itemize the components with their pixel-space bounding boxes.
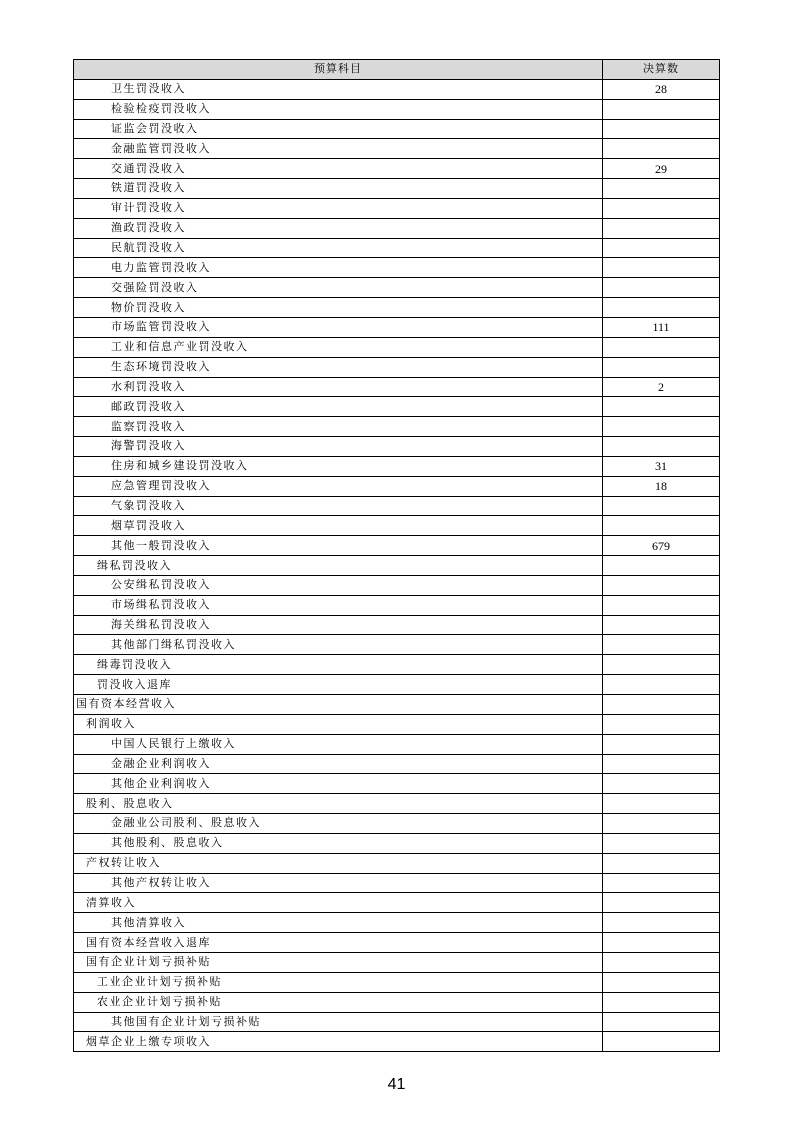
row-amount-value xyxy=(603,496,720,516)
row-subject-label: 其他部门缉私罚没收入 xyxy=(74,635,603,655)
row-amount-value xyxy=(603,516,720,536)
row-subject-label: 烟草罚没收入 xyxy=(74,516,603,536)
row-amount-value xyxy=(603,575,720,595)
row-subject-label: 工业和信息产业罚没收入 xyxy=(74,337,603,357)
table-row xyxy=(74,794,720,814)
row-amount-value: 679 xyxy=(603,536,720,556)
row-amount-value xyxy=(603,655,720,675)
row-amount-value xyxy=(603,298,720,318)
table-row xyxy=(74,79,720,99)
row-subject-label: 交强险罚没收入 xyxy=(74,278,603,298)
table-row xyxy=(74,695,720,715)
row-subject-label: 金融业公司股利、股息收入 xyxy=(74,814,603,834)
table-row xyxy=(74,298,720,318)
table-row xyxy=(74,714,720,734)
table-row xyxy=(74,536,720,556)
table-row xyxy=(74,575,720,595)
row-subject-label: 其他清算收入 xyxy=(74,913,603,933)
table-header-row xyxy=(74,60,720,80)
table-row xyxy=(74,437,720,457)
row-amount-value xyxy=(603,972,720,992)
table-row xyxy=(74,159,720,179)
row-amount-value: 2 xyxy=(603,377,720,397)
table-row xyxy=(74,317,720,337)
row-amount-value xyxy=(603,179,720,199)
table-row xyxy=(74,814,720,834)
table-row xyxy=(74,337,720,357)
row-amount-value xyxy=(603,238,720,258)
row-subject-label: 其他国有企业计划亏损补贴 xyxy=(74,1012,603,1032)
table-row xyxy=(74,456,720,476)
row-subject-label: 生态环境罚没收入 xyxy=(74,357,603,377)
table-row xyxy=(74,952,720,972)
row-amount-value xyxy=(603,952,720,972)
row-amount-value xyxy=(603,1032,720,1052)
table-row xyxy=(74,218,720,238)
table-row xyxy=(74,933,720,953)
row-subject-label: 金融企业利润收入 xyxy=(74,754,603,774)
row-amount-value xyxy=(603,714,720,734)
table-row xyxy=(74,893,720,913)
page-number: 41 xyxy=(387,1076,406,1093)
table-row xyxy=(74,258,720,278)
table-row xyxy=(74,476,720,496)
row-subject-label: 公安缉私罚没收入 xyxy=(74,575,603,595)
row-subject-label: 邮政罚没收入 xyxy=(74,397,603,417)
table-row xyxy=(74,397,720,417)
row-amount-value xyxy=(603,556,720,576)
table-row xyxy=(74,99,720,119)
table-row xyxy=(74,992,720,1012)
row-amount-value xyxy=(603,814,720,834)
row-subject-label: 民航罚没收入 xyxy=(74,238,603,258)
table-row xyxy=(74,1012,720,1032)
table-row xyxy=(74,615,720,635)
row-subject-label: 国有企业计划亏损补贴 xyxy=(74,952,603,972)
row-subject-label: 金融监管罚没收入 xyxy=(74,139,603,159)
row-subject-label: 气象罚没收入 xyxy=(74,496,603,516)
row-subject-label: 其他产权转让收入 xyxy=(74,873,603,893)
table-row xyxy=(74,635,720,655)
row-subject-label: 渔政罚没收入 xyxy=(74,218,603,238)
row-subject-label: 产权转让收入 xyxy=(74,853,603,873)
row-amount-value: 18 xyxy=(603,476,720,496)
row-subject-label: 股利、股息收入 xyxy=(74,794,603,814)
row-amount-value: 31 xyxy=(603,456,720,476)
row-amount-value xyxy=(603,873,720,893)
row-subject-label: 市场监管罚没收入 xyxy=(74,317,603,337)
row-amount-value xyxy=(603,893,720,913)
row-amount-value xyxy=(603,595,720,615)
row-subject-label: 市场缉私罚没收入 xyxy=(74,595,603,615)
row-subject-label: 证监会罚没收入 xyxy=(74,119,603,139)
row-subject-label: 交通罚没收入 xyxy=(74,159,603,179)
table-row xyxy=(74,595,720,615)
row-subject-label: 其他企业利润收入 xyxy=(74,774,603,794)
row-subject-label: 工业企业计划亏损补贴 xyxy=(74,972,603,992)
table-row xyxy=(74,734,720,754)
row-subject-label: 烟草企业上缴专项收入 xyxy=(74,1032,603,1052)
row-amount-value xyxy=(603,734,720,754)
table-row xyxy=(74,675,720,695)
row-subject-label: 检验检疫罚没收入 xyxy=(74,99,603,119)
header-final-amount: 决算数 xyxy=(603,60,720,80)
row-subject-label: 缉毒罚没收入 xyxy=(74,655,603,675)
row-amount-value xyxy=(603,774,720,794)
table-row xyxy=(74,516,720,536)
table-row xyxy=(74,238,720,258)
row-subject-label: 应急管理罚没收入 xyxy=(74,476,603,496)
row-amount-value xyxy=(603,119,720,139)
row-amount-value: 29 xyxy=(603,159,720,179)
row-subject-label: 海警罚没收入 xyxy=(74,437,603,457)
row-subject-label: 审计罚没收入 xyxy=(74,198,603,218)
row-subject-label: 卫生罚没收入 xyxy=(74,79,603,99)
row-subject-label: 清算收入 xyxy=(74,893,603,913)
table-row xyxy=(74,357,720,377)
table-row xyxy=(74,913,720,933)
table-row xyxy=(74,833,720,853)
row-amount-value xyxy=(603,139,720,159)
row-amount-value xyxy=(603,933,720,953)
table-row xyxy=(74,139,720,159)
table-row xyxy=(74,198,720,218)
row-amount-value: 111 xyxy=(603,317,720,337)
table-row xyxy=(74,417,720,437)
row-amount-value xyxy=(603,278,720,298)
row-amount-value xyxy=(603,794,720,814)
row-amount-value xyxy=(603,615,720,635)
table-row xyxy=(74,655,720,675)
row-amount-value xyxy=(603,675,720,695)
row-amount-value xyxy=(603,397,720,417)
row-amount-value xyxy=(603,853,720,873)
row-subject-label: 缉私罚没收入 xyxy=(74,556,603,576)
row-amount-value xyxy=(603,635,720,655)
table-row xyxy=(74,754,720,774)
budget-table xyxy=(73,59,720,1052)
table-row xyxy=(74,119,720,139)
table-row xyxy=(74,179,720,199)
row-subject-label: 铁道罚没收入 xyxy=(74,179,603,199)
table-row xyxy=(74,556,720,576)
row-subject-label: 水利罚没收入 xyxy=(74,377,603,397)
table-body xyxy=(74,79,720,1051)
row-subject-label: 物价罚没收入 xyxy=(74,298,603,318)
row-subject-label: 利润收入 xyxy=(74,714,603,734)
header-budget-subject: 预算科目 xyxy=(74,60,603,80)
row-subject-label: 中国人民银行上缴收入 xyxy=(74,734,603,754)
row-subject-label: 住房和城乡建设罚没收入 xyxy=(74,456,603,476)
row-amount-value xyxy=(603,417,720,437)
table-row xyxy=(74,873,720,893)
row-amount-value xyxy=(603,337,720,357)
row-subject-label: 海关缉私罚没收入 xyxy=(74,615,603,635)
row-amount-value: 28 xyxy=(603,79,720,99)
row-amount-value xyxy=(603,258,720,278)
row-amount-value xyxy=(603,99,720,119)
row-amount-value xyxy=(603,1012,720,1032)
table-row xyxy=(74,377,720,397)
row-subject-label: 罚没收入退库 xyxy=(74,675,603,695)
row-subject-label: 其他股利、股息收入 xyxy=(74,833,603,853)
table-row xyxy=(74,774,720,794)
row-amount-value xyxy=(603,437,720,457)
row-amount-value xyxy=(603,198,720,218)
row-amount-value xyxy=(603,218,720,238)
row-subject-label: 国有资本经营收入退库 xyxy=(74,933,603,953)
table-row xyxy=(74,1032,720,1052)
row-amount-value xyxy=(603,992,720,1012)
table-row xyxy=(74,972,720,992)
row-subject-label: 国有资本经营收入 xyxy=(74,695,603,715)
row-amount-value xyxy=(603,754,720,774)
table-row xyxy=(74,278,720,298)
table-row xyxy=(74,853,720,873)
row-subject-label: 农业企业计划亏损补贴 xyxy=(74,992,603,1012)
row-subject-label: 监察罚没收入 xyxy=(74,417,603,437)
row-amount-value xyxy=(603,357,720,377)
row-subject-label: 电力监管罚没收入 xyxy=(74,258,603,278)
table-row xyxy=(74,496,720,516)
row-subject-label: 其他一般罚没收入 xyxy=(74,536,603,556)
row-amount-value xyxy=(603,913,720,933)
row-amount-value xyxy=(603,695,720,715)
row-amount-value xyxy=(603,833,720,853)
